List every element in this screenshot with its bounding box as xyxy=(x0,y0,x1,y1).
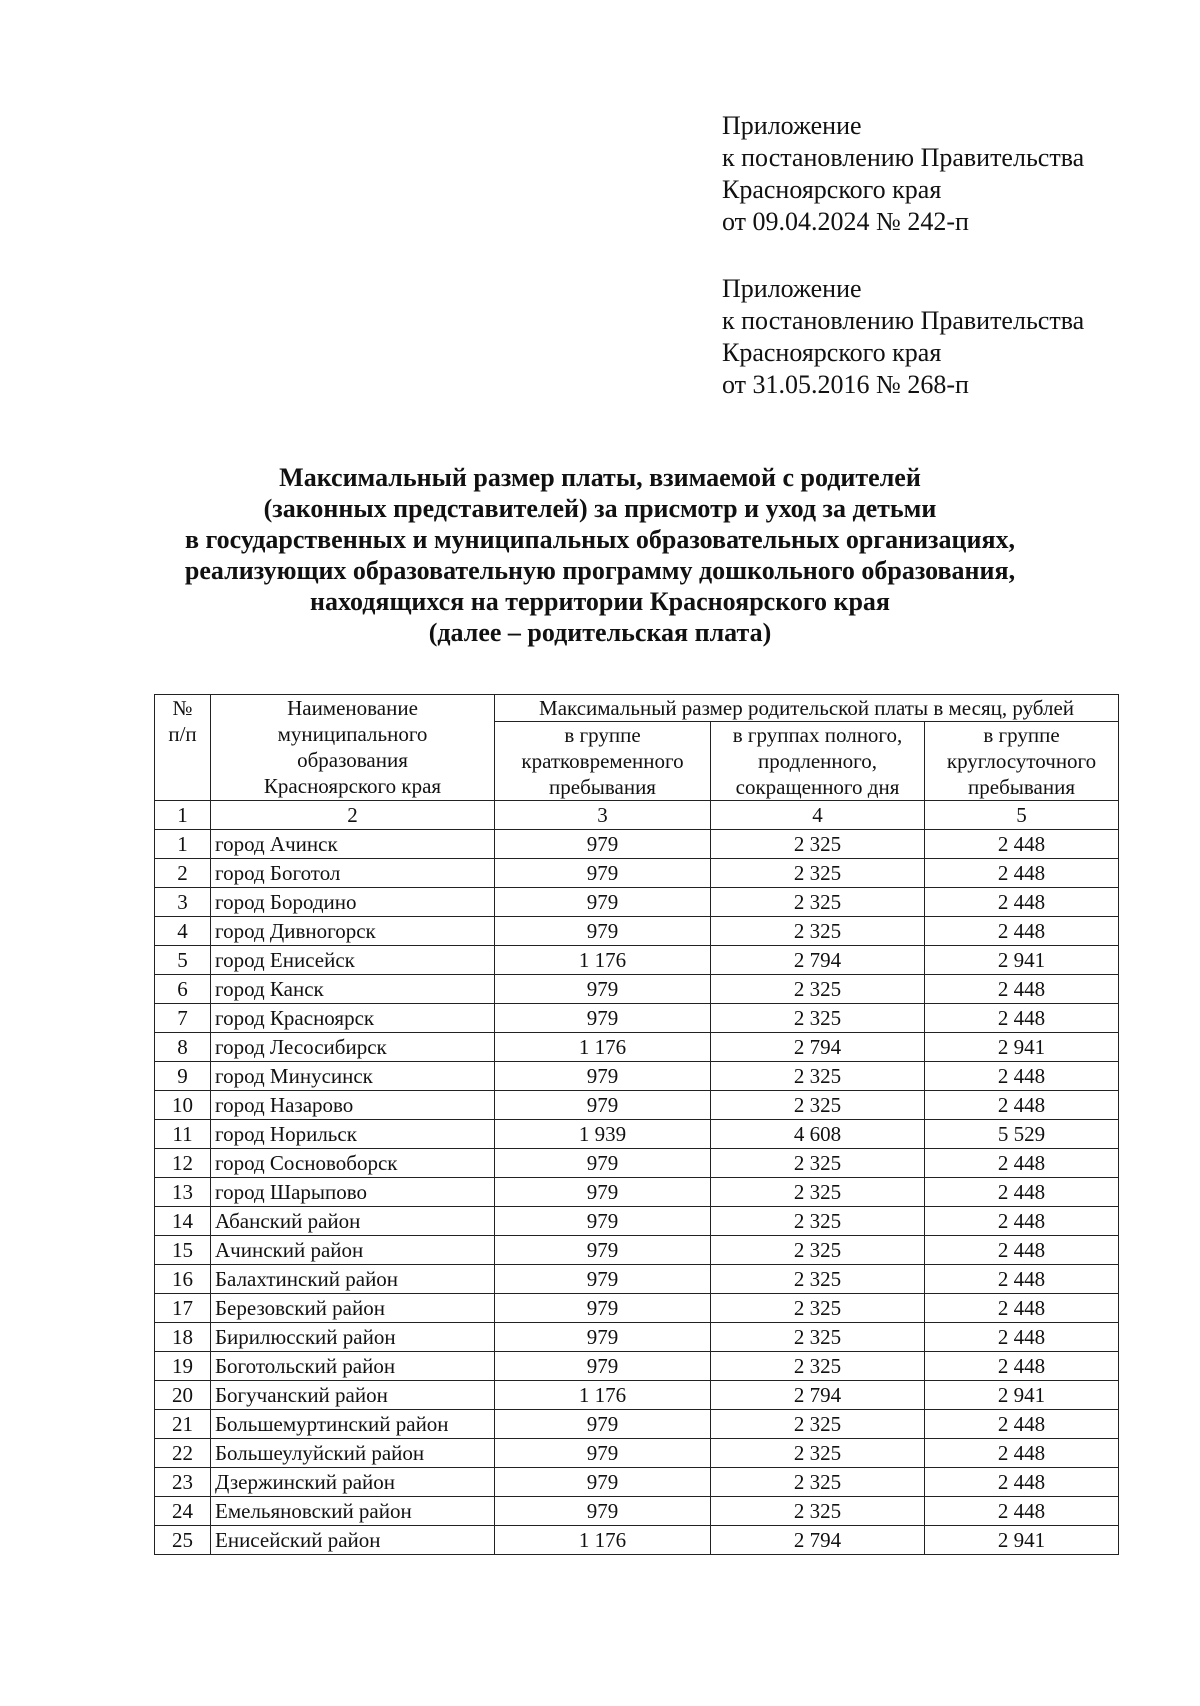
row-number: 14 xyxy=(155,1207,211,1236)
municipality-name: Дзержинский район xyxy=(211,1468,495,1497)
short-stay-fee: 979 xyxy=(495,1439,711,1468)
full-day-fee: 2 325 xyxy=(711,1091,925,1120)
document-title xyxy=(60,462,1140,648)
short-stay-fee: 979 xyxy=(495,888,711,917)
municipality-name: город Дивногорск xyxy=(211,917,495,946)
row-number: 20 xyxy=(155,1381,211,1410)
round-the-clock-fee: 2 448 xyxy=(925,830,1119,859)
municipality-name: Абанский район xyxy=(211,1207,495,1236)
row-number: 25 xyxy=(155,1526,211,1555)
round-the-clock-fee: 2 448 xyxy=(925,1323,1119,1352)
column-number: 2 xyxy=(211,801,495,830)
appendix-line: Красноярского края xyxy=(722,338,942,367)
table-row xyxy=(155,1149,1119,1178)
table-row xyxy=(155,1207,1119,1236)
appendix-block-original xyxy=(722,273,1084,401)
title-line: находящихся на территории Красноярского края xyxy=(310,587,890,616)
round-the-clock-fee: 2 448 xyxy=(925,1207,1119,1236)
table-row xyxy=(155,1265,1119,1294)
full-day-fee: 2 325 xyxy=(711,830,925,859)
full-day-fee: 2 325 xyxy=(711,888,925,917)
header-text: круглосуточного xyxy=(946,749,1097,773)
full-day-fee: 2 794 xyxy=(711,946,925,975)
round-the-clock-fee: 2 448 xyxy=(925,1352,1119,1381)
short-stay-fee: 1 939 xyxy=(495,1120,711,1149)
round-the-clock-fee: 2 448 xyxy=(925,888,1119,917)
appendix-line: от 31.05.2016 № 268-п xyxy=(722,370,969,399)
short-stay-fee: 979 xyxy=(495,1265,711,1294)
appendix-line: Приложение xyxy=(722,274,862,303)
header-text: № xyxy=(172,696,193,720)
appendix-line: от 09.04.2024 № 242-п xyxy=(722,207,969,236)
short-stay-fee: 979 xyxy=(495,1323,711,1352)
short-stay-fee: 1 176 xyxy=(495,1381,711,1410)
header-text: Наименование xyxy=(287,696,418,720)
row-number: 2 xyxy=(155,859,211,888)
table-row xyxy=(155,1033,1119,1062)
table-row xyxy=(155,859,1119,888)
row-number: 10 xyxy=(155,1091,211,1120)
full-day-fee: 2 325 xyxy=(711,1352,925,1381)
short-stay-fee: 979 xyxy=(495,1004,711,1033)
column-number: 5 xyxy=(925,801,1119,830)
municipality-name: Емельяновский район xyxy=(211,1497,495,1526)
full-day-fee: 2 325 xyxy=(711,1004,925,1033)
round-the-clock-fee: 2 448 xyxy=(925,917,1119,946)
short-stay-fee: 979 xyxy=(495,1236,711,1265)
full-day-fee: 2 325 xyxy=(711,1468,925,1497)
appendix-line: к постановлению Правительства xyxy=(722,143,1085,172)
table-row xyxy=(155,1468,1119,1497)
municipality-name: город Назарово xyxy=(211,1091,495,1120)
table-row xyxy=(155,946,1119,975)
full-day-fee: 2 794 xyxy=(711,1526,925,1555)
municipality-name: Енисейский район xyxy=(211,1526,495,1555)
row-number: 11 xyxy=(155,1120,211,1149)
round-the-clock-fee: 2 448 xyxy=(925,1468,1119,1497)
round-the-clock-fee: 2 448 xyxy=(925,1062,1119,1091)
table-row xyxy=(155,888,1119,917)
header-text: сокращенного дня xyxy=(735,775,900,799)
appendix-block-current xyxy=(722,110,1084,238)
appendix-line: Красноярского края xyxy=(722,175,942,204)
round-the-clock-fee: 2 448 xyxy=(925,1178,1119,1207)
full-day-fee: 2 794 xyxy=(711,1033,925,1062)
column-number: 3 xyxy=(495,801,711,830)
round-the-clock-fee: 2 941 xyxy=(925,1381,1119,1410)
short-stay-fee: 979 xyxy=(495,1091,711,1120)
full-day-fee: 2 325 xyxy=(711,1149,925,1178)
round-the-clock-fee: 2 448 xyxy=(925,975,1119,1004)
table-row xyxy=(155,1526,1119,1555)
header-text: п/п xyxy=(168,722,197,746)
header-name-cell xyxy=(211,695,495,801)
short-stay-fee: 979 xyxy=(495,917,711,946)
row-number: 8 xyxy=(155,1033,211,1062)
municipality-name: Боготольский район xyxy=(211,1352,495,1381)
table-row xyxy=(155,917,1119,946)
table-row xyxy=(155,1497,1119,1526)
short-stay-fee: 979 xyxy=(495,975,711,1004)
header-text: продленного, xyxy=(758,749,877,773)
round-the-clock-fee: 2 448 xyxy=(925,1439,1119,1468)
short-stay-fee: 979 xyxy=(495,1352,711,1381)
full-day-fee: 2 325 xyxy=(711,1323,925,1352)
round-the-clock-fee: 5 529 xyxy=(925,1120,1119,1149)
municipality-name: Балахтинский район xyxy=(211,1265,495,1294)
header-text: в группе xyxy=(983,723,1060,747)
short-stay-fee: 979 xyxy=(495,1294,711,1323)
table-row xyxy=(155,1091,1119,1120)
full-day-fee: 2 325 xyxy=(711,1294,925,1323)
header-full-day-cell xyxy=(711,722,925,801)
row-number: 19 xyxy=(155,1352,211,1381)
round-the-clock-fee: 2 448 xyxy=(925,1091,1119,1120)
row-number: 13 xyxy=(155,1178,211,1207)
full-day-fee: 4 608 xyxy=(711,1120,925,1149)
full-day-fee: 2 325 xyxy=(711,917,925,946)
row-number: 24 xyxy=(155,1497,211,1526)
header-text: образования xyxy=(297,748,408,772)
short-stay-fee: 979 xyxy=(495,1410,711,1439)
table-row xyxy=(155,1352,1119,1381)
full-day-fee: 2 325 xyxy=(711,1062,925,1091)
round-the-clock-fee: 2 941 xyxy=(925,1526,1119,1555)
municipality-name: город Канск xyxy=(211,975,495,1004)
full-day-fee: 2 794 xyxy=(711,1381,925,1410)
municipality-name: город Ачинск xyxy=(211,830,495,859)
full-day-fee: 2 325 xyxy=(711,1265,925,1294)
title-line: Максимальный размер платы, взимаемой с родителей xyxy=(279,463,921,492)
municipality-name: город Боготол xyxy=(211,859,495,888)
short-stay-fee: 979 xyxy=(495,1062,711,1091)
header-text: Красноярского края xyxy=(263,774,442,798)
row-number: 21 xyxy=(155,1410,211,1439)
fee-table-body xyxy=(155,801,1119,1555)
table-row xyxy=(155,975,1119,1004)
appendix-line: к постановлению Правительства xyxy=(722,306,1085,335)
municipality-name: Бирилюсский район xyxy=(211,1323,495,1352)
municipality-name: Большемуртинский район xyxy=(211,1410,495,1439)
table-row xyxy=(155,1381,1119,1410)
short-stay-fee: 979 xyxy=(495,1468,711,1497)
full-day-fee: 2 325 xyxy=(711,975,925,1004)
row-number: 12 xyxy=(155,1149,211,1178)
table-row xyxy=(155,1062,1119,1091)
title-line: (далее – родительская плата) xyxy=(428,618,772,647)
full-day-fee: 2 325 xyxy=(711,1497,925,1526)
municipality-name: город Лесосибирск xyxy=(211,1033,495,1062)
municipality-name: город Норильск xyxy=(211,1120,495,1149)
header-text: муниципального xyxy=(277,722,428,746)
column-number-row xyxy=(155,801,1119,830)
full-day-fee: 2 325 xyxy=(711,1410,925,1439)
round-the-clock-fee: 2 448 xyxy=(925,1294,1119,1323)
short-stay-fee: 979 xyxy=(495,1497,711,1526)
municipality-name: Богучанский район xyxy=(211,1381,495,1410)
municipality-name: город Минусинск xyxy=(211,1062,495,1091)
round-the-clock-fee: 2 448 xyxy=(925,1265,1119,1294)
municipality-name: Ачинский район xyxy=(211,1236,495,1265)
header-round-the-clock-cell xyxy=(925,722,1119,801)
full-day-fee: 2 325 xyxy=(711,1236,925,1265)
row-number: 5 xyxy=(155,946,211,975)
row-number: 6 xyxy=(155,975,211,1004)
appendix-line: Приложение xyxy=(722,111,862,140)
round-the-clock-fee: 2 448 xyxy=(925,859,1119,888)
full-day-fee: 2 325 xyxy=(711,1207,925,1236)
column-number: 4 xyxy=(711,801,925,830)
header-text: Максимальный размер родительской платы в месяц, рублей xyxy=(539,696,1074,720)
short-stay-fee: 979 xyxy=(495,1149,711,1178)
table-row xyxy=(155,1004,1119,1033)
header-text: пребывания xyxy=(549,775,656,799)
row-number: 7 xyxy=(155,1004,211,1033)
row-number: 16 xyxy=(155,1265,211,1294)
municipality-name: Большеулуйский район xyxy=(211,1439,495,1468)
round-the-clock-fee: 2 448 xyxy=(925,1410,1119,1439)
header-text: в группе xyxy=(564,723,641,747)
short-stay-fee: 1 176 xyxy=(495,1033,711,1062)
round-the-clock-fee: 2 448 xyxy=(925,1497,1119,1526)
short-stay-fee: 1 176 xyxy=(495,1526,711,1555)
municipality-name: город Енисейск xyxy=(211,946,495,975)
municipality-name: Березовский район xyxy=(211,1294,495,1323)
row-number: 15 xyxy=(155,1236,211,1265)
table-row xyxy=(155,830,1119,859)
header-number-cell xyxy=(155,695,211,801)
header-text: в группах полного, xyxy=(732,723,903,747)
title-line: реализующих образовательную программу дошкольного образования, xyxy=(184,556,1016,585)
municipality-name: город Сосновоборск xyxy=(211,1149,495,1178)
round-the-clock-fee: 2 448 xyxy=(925,1004,1119,1033)
table-row xyxy=(155,1178,1119,1207)
round-the-clock-fee: 2 448 xyxy=(925,1236,1119,1265)
short-stay-fee: 979 xyxy=(495,830,711,859)
full-day-fee: 2 325 xyxy=(711,859,925,888)
row-number: 17 xyxy=(155,1294,211,1323)
table-row xyxy=(155,1439,1119,1468)
table-row xyxy=(155,1294,1119,1323)
header-short-stay-cell xyxy=(495,722,711,801)
title-line: (законных представителей) за присмотр и уход за детьми xyxy=(263,494,937,523)
row-number: 1 xyxy=(155,830,211,859)
full-day-fee: 2 325 xyxy=(711,1439,925,1468)
row-number: 4 xyxy=(155,917,211,946)
short-stay-fee: 979 xyxy=(495,1207,711,1236)
row-number: 23 xyxy=(155,1468,211,1497)
municipality-name: город Шарыпово xyxy=(211,1178,495,1207)
short-stay-fee: 1 176 xyxy=(495,946,711,975)
round-the-clock-fee: 2 448 xyxy=(925,1149,1119,1178)
table-row xyxy=(155,1236,1119,1265)
row-number: 9 xyxy=(155,1062,211,1091)
header-text: кратковременного xyxy=(521,749,684,773)
fee-table-header xyxy=(155,695,1119,801)
table-row xyxy=(155,1410,1119,1439)
header-group-cell xyxy=(495,695,1119,722)
header-text: пребывания xyxy=(968,775,1075,799)
round-the-clock-fee: 2 941 xyxy=(925,1033,1119,1062)
municipality-name: город Красноярск xyxy=(211,1004,495,1033)
short-stay-fee: 979 xyxy=(495,1178,711,1207)
column-number: 1 xyxy=(155,801,211,830)
round-the-clock-fee: 2 941 xyxy=(925,946,1119,975)
table-row xyxy=(155,1323,1119,1352)
short-stay-fee: 979 xyxy=(495,859,711,888)
title-line: в государственных и муниципальных образовательных организациях, xyxy=(184,525,1016,554)
fee-table xyxy=(154,694,1119,1555)
row-number: 3 xyxy=(155,888,211,917)
row-number: 22 xyxy=(155,1439,211,1468)
municipality-name: город Бородино xyxy=(211,888,495,917)
table-row xyxy=(155,1120,1119,1149)
row-number: 18 xyxy=(155,1323,211,1352)
full-day-fee: 2 325 xyxy=(711,1178,925,1207)
